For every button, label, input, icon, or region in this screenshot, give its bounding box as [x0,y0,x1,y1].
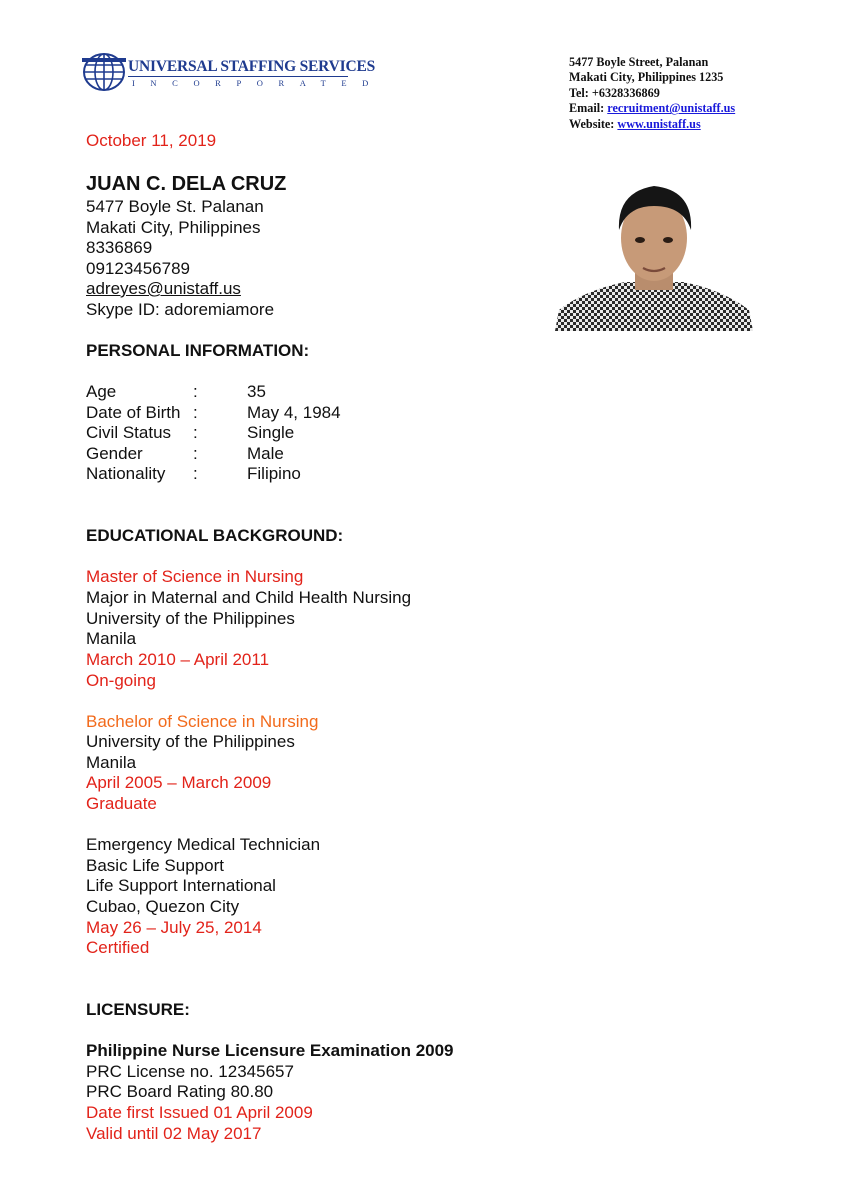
personal-key: Date of Birth [86,403,181,422]
personal-value: May 4, 1984 [247,403,341,422]
company-subtitle: INCORPORATED [132,78,384,88]
globe-icon [82,52,126,92]
company-contact [569,55,839,132]
applicant-email-link[interactable]: adreyes@unistaff.us [86,279,241,298]
company-address-line1: 5477 Boyle Street, Palanan [569,55,709,69]
applicant-address1: 5477 Boyle St. Palanan [86,197,264,216]
company-address-line2: Makati City, Philippines 1235 [569,70,724,85]
personal-sep: : [193,423,198,442]
education-heading: EDUCATIONAL BACKGROUND: [86,526,344,545]
training-course: Basic Life Support [86,856,224,875]
personal-key: Age [86,382,117,401]
personal-sep: : [193,444,198,463]
company-website-label: Website: [569,116,615,131]
training-city: Cubao, Quezon City [86,897,240,916]
training-org: Life Support International [86,876,276,895]
licensure-issued: Date first Issued 01 April 2009 [86,1103,313,1122]
company-email-row [569,101,839,116]
bachelors-school: University of the Philippines [86,732,295,751]
personal-sep: : [193,382,198,401]
company-website-link[interactable]: www.unistaff.us [617,116,701,131]
licensure-rating: PRC Board Rating 80.80 [86,1082,274,1101]
company-logo [82,52,384,94]
personal-key: Nationality [86,464,166,483]
company-name: UNIVERSAL STAFFING SERVICES [128,58,375,75]
letter-date: October 11, 2019 [86,131,217,150]
masters-major: Major in Maternal and Child Health Nursing [86,588,412,607]
masters-degree: Master of Science in Nursing [86,567,304,586]
applicant-photo [555,178,753,331]
company-tel: Tel: +6328336869 [569,85,660,100]
licensure-heading: LICENSURE: [86,1000,190,1019]
personal-value: Male [247,444,284,463]
applicant-name: JUAN C. DELA CRUZ [86,173,287,195]
company-email-label: Email: [569,101,605,116]
bachelors-status: Graduate [86,794,157,813]
masters-city: Manila [86,629,137,648]
licensure-exam: Philippine Nurse Licensure Examination 2009 [86,1041,454,1060]
personal-sep: : [193,403,198,422]
company-website-row [569,117,839,132]
licensure-number: PRC License no. 12345657 [86,1062,294,1081]
bachelors-city: Manila [86,753,137,772]
company-email-link[interactable]: recruitment@unistaff.us [607,101,736,116]
applicant-phone: 8336869 [86,238,153,257]
training-period: May 26 – July 25, 2014 [86,918,262,937]
personal-sep: : [193,464,198,483]
licensure-valid: Valid until 02 May 2017 [86,1124,262,1143]
applicant-address2: Makati City, Philippines [86,218,261,237]
bachelors-degree: Bachelor of Science in Nursing [86,712,319,731]
masters-status: On-going [86,671,156,690]
bachelors-period: April 2005 – March 2009 [86,773,272,792]
masters-period: March 2010 – April 2011 [86,650,270,669]
training-status: Certified [86,938,150,957]
personal-value: 35 [247,382,266,401]
applicant-mobile: 09123456789 [86,259,191,278]
masters-school: University of the Philippines [86,609,295,628]
personal-value: Filipino [247,464,301,483]
personal-value: Single [247,423,295,442]
personal-key: Gender [86,444,143,463]
personal-info-heading: PERSONAL INFORMATION: [86,341,310,360]
applicant-skype: Skype ID: adoremiamore [86,300,275,319]
training-title: Emergency Medical Technician [86,835,321,854]
personal-key: Civil Status [86,423,172,442]
